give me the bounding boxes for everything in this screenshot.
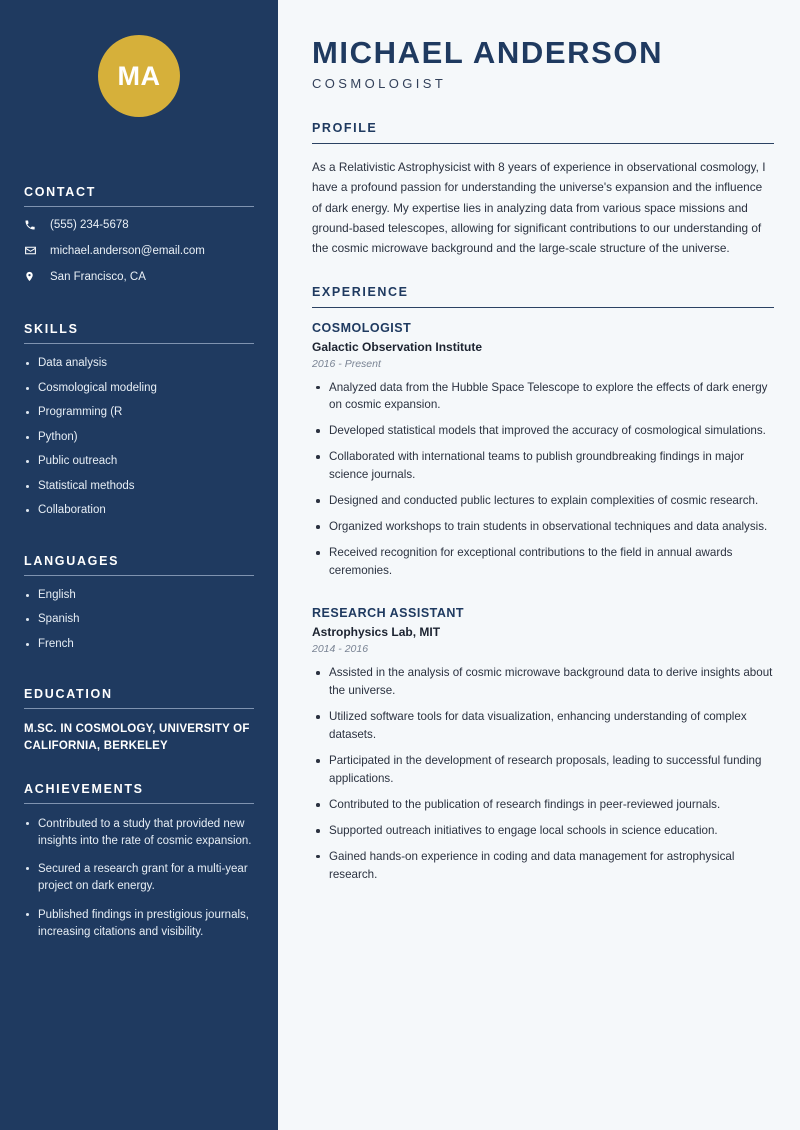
list-item: Secured a research grant for a multi-year project on dark energy. xyxy=(24,861,254,896)
spacer xyxy=(312,596,774,606)
list-item: Collaborated with international teams to publish groundbreaking findings in major science journals. xyxy=(312,448,774,484)
job-dates: 2016 - Present xyxy=(312,357,381,370)
experience-heading: EXPERIENCE xyxy=(312,284,409,299)
list-item: Assisted in the analysis of cosmic microwave background data to derive insights about the universe. xyxy=(312,664,774,700)
job-role-subtitle: COSMOLOGIST xyxy=(312,76,447,92)
list-item: Published findings in prestigious journals, increasing citations and visibility. xyxy=(24,907,254,942)
contact-email-value: michael.anderson@email.com xyxy=(50,244,205,257)
sidebar-section-skills xyxy=(0,322,278,519)
spacer xyxy=(0,528,278,554)
achievements-heading: ACHIEVEMENTS xyxy=(24,781,144,796)
list-item: Participated in the development of research proposals, leading to successful funding applications. xyxy=(312,752,774,788)
list-item: Utilized software tools for data visualization, enhancing understanding of complex datasets. xyxy=(312,708,774,744)
sidebar-section-contact xyxy=(0,185,278,283)
job-company: Astrophysics Lab, MIT xyxy=(312,625,441,640)
list-item: Statistical methods xyxy=(24,479,254,495)
list-item: Data analysis xyxy=(24,356,254,372)
contact-heading: CONTACT xyxy=(24,185,97,199)
contact-phone-value: (555) 234-5678 xyxy=(50,219,129,231)
sidebar xyxy=(0,0,278,1130)
job-bullet-list xyxy=(312,664,774,884)
sidebar-section-achievements xyxy=(0,782,278,942)
skills-divider xyxy=(24,343,254,344)
contact-divider xyxy=(24,206,254,207)
avatar-container xyxy=(0,0,278,125)
experience-entry xyxy=(312,321,774,581)
main-content xyxy=(286,0,800,1130)
job-title: RESEARCH ASSISTANT xyxy=(312,606,465,621)
list-item: Programming (R xyxy=(24,405,254,421)
job-bullet-list xyxy=(312,379,774,581)
spacer xyxy=(0,661,278,687)
list-item: Spanish xyxy=(24,612,254,628)
list-item: Developed statistical models that improved the accuracy of cosmological simulations. xyxy=(312,422,774,440)
experience-entry xyxy=(312,606,774,884)
profile-divider xyxy=(312,143,774,144)
education-entry: M.SC. IN COSMOLOGY, UNIVERSITY OF CALIFORNIA, BERKELEY xyxy=(24,723,250,753)
list-item: Analyzed data from the Hubble Space Telescope to explore the effects of dark energy on cosmic expansion. xyxy=(312,379,774,415)
education-divider xyxy=(24,708,254,709)
languages-list xyxy=(24,588,254,653)
list-item: Organized workshops to train students in observational techniques and data analysis. xyxy=(312,518,774,536)
education-heading: EDUCATION xyxy=(24,687,113,702)
spacer xyxy=(0,125,278,185)
profile-heading: PROFILE xyxy=(312,121,378,136)
list-item: English xyxy=(24,588,254,604)
contact-item-phone xyxy=(24,219,254,231)
contact-list xyxy=(24,219,254,283)
achievements-divider xyxy=(24,803,254,804)
skills-heading: SKILLS xyxy=(24,322,79,336)
spacer xyxy=(0,296,278,322)
list-item: Designed and conducted public lectures to explain complexities of cosmic research. xyxy=(312,492,774,510)
contact-item-email xyxy=(24,244,254,257)
list-item: Received recognition for exceptional contributions to the field in annual awards ceremonies. xyxy=(312,544,774,580)
job-dates: 2014 - 2016 xyxy=(312,643,369,656)
section-experience xyxy=(312,285,774,884)
list-item: Supported outreach initiatives to engage local schools in science education. xyxy=(312,822,774,840)
contact-location-value: San Francisco, CA xyxy=(50,270,146,283)
phone-icon xyxy=(24,219,42,231)
job-title: COSMOLOGIST xyxy=(312,320,412,335)
list-item: Collaboration xyxy=(24,503,254,519)
languages-heading: LANGUAGES xyxy=(24,553,120,568)
profile-text: As a Relativistic Astrophysicist with 8 years of experience in observational cosmology, I have a profound passion for understanding the universe's expansion and the influence of dark energy. My expertise lies in analyzing data from various space missions and ground-based telescopes, allowing for significant contributions to our understanding of the cosmic microwave background and the large-scale structure of the universe. xyxy=(312,160,766,256)
spacer xyxy=(0,756,278,782)
list-item: Gained hands-on experience in coding and data management for astrophysical research. xyxy=(312,848,774,884)
section-profile xyxy=(312,121,774,258)
envelope-icon xyxy=(24,244,42,257)
languages-divider xyxy=(24,575,254,576)
page-title: MICHAEL ANDERSON xyxy=(312,35,664,70)
list-item: Cosmological modeling xyxy=(24,381,254,397)
job-company: Galactic Observation Institute xyxy=(312,339,483,354)
contact-item-location xyxy=(24,270,254,283)
list-item: French xyxy=(24,637,254,653)
location-pin-icon xyxy=(24,270,42,283)
skills-list xyxy=(24,356,254,519)
achievements-list xyxy=(24,816,254,942)
sidebar-section-education xyxy=(0,687,278,756)
sidebar-section-languages xyxy=(0,554,278,653)
column-gap xyxy=(278,0,286,1130)
list-item: Python) xyxy=(24,430,254,446)
avatar: MA xyxy=(98,35,180,117)
experience-divider xyxy=(312,307,774,308)
list-item: Contributed to a study that provided new insights into the rate of cosmic expansion. xyxy=(24,816,254,851)
list-item: Public outreach xyxy=(24,454,254,470)
list-item: Contributed to the publication of research findings in peer-reviewed journals. xyxy=(312,796,774,814)
